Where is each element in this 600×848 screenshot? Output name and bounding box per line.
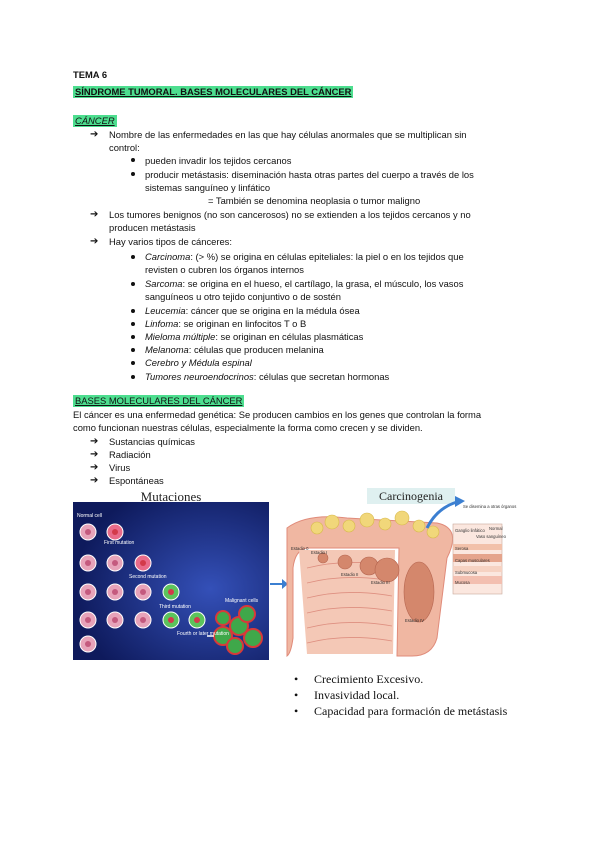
- label-e2: Estadio II: [341, 572, 359, 577]
- type-cerebro: Cerebro y Médula espinal: [145, 357, 252, 368]
- type-linfoma: Linfoma: se originan en linfocitos T o B: [145, 318, 307, 329]
- arrow-icon: ➔: [90, 209, 99, 220]
- feature-item: • Capacidad para formación de metástasis: [292, 703, 507, 719]
- label-e0: Estadio 0: [291, 546, 309, 551]
- label-serosa: Serosa: [455, 546, 469, 551]
- label-top: Se disemina a otras órganos: [463, 504, 517, 509]
- cancer-sub1: pueden invadir los tejidos cercanos: [145, 155, 292, 166]
- type-melanoma: Melanoma: células que producen melanina: [145, 344, 324, 355]
- cancer-sub2-line1: producir metástasis: diseminación hasta otras partes del cuerpo a través de los: [145, 169, 474, 180]
- arrow-icon: ➔: [90, 462, 99, 473]
- cancer-item2-line2: producen metástasis: [109, 222, 196, 233]
- arrow-icon: ➔: [90, 436, 99, 447]
- cancer-item2-line1: Los tumores benignos (no son cancerosos) no se extienden a los tejidos cercanos y no: [109, 209, 471, 220]
- bullet-icon: [131, 172, 135, 176]
- type-neuroendocrinos: Tumores neuroendocrinos: células que secretan hormonas: [145, 371, 390, 382]
- arrow-icon: ➔: [90, 236, 99, 247]
- bullet-icon: [131, 375, 135, 379]
- feature-item: • Invasividad local.: [292, 687, 507, 703]
- bullet-icon: [131, 158, 135, 162]
- carcinogenia-title: Carcinogenia: [379, 489, 443, 503]
- label-ganglio: Ganglio linfático: [455, 528, 485, 533]
- cause-item: Sustancias químicas: [109, 436, 195, 447]
- bases-paragraph-line2: como funcionan nuestras células, especialmente la forma como crecen y se dividen.: [73, 422, 423, 433]
- label-e1: Estadio I: [311, 550, 328, 555]
- arrow-icon: ➔: [90, 475, 99, 486]
- label-submucosa: Submucosa: [455, 570, 478, 575]
- bullet-icon: [131, 282, 135, 286]
- cause-item: Radiación: [109, 449, 151, 460]
- bullet-icon: [131, 309, 135, 313]
- cancer-item1-line2: control:: [109, 142, 140, 153]
- label-malignant: Malignant cells: [225, 598, 259, 604]
- cancer-sub2-line2: sistemas sanguíneo y linfático: [145, 182, 271, 193]
- label-e4: Estadio IV: [405, 618, 425, 623]
- label-normal: Normal: [489, 526, 503, 531]
- arrow-icon: ➔: [90, 129, 99, 140]
- type-mieloma: Mieloma múltiple: se originan en células plasmáticas: [145, 331, 364, 342]
- type-carcinoma-line2: revisten o cubren los órganos internos: [145, 264, 304, 275]
- mutaciones-title: Mutaciones: [140, 489, 202, 504]
- page-title: SÍNDROME TUMORAL. BASES MOLECULARES DEL CÁNCER: [75, 86, 352, 97]
- label-capas: Capas musculares: [455, 558, 490, 563]
- type-leucemia: Leucemia: cáncer que se origina en la médula ósea: [145, 305, 360, 316]
- cancer-heading: CÁNCER: [75, 115, 115, 126]
- cause-item: Virus: [109, 462, 131, 473]
- cancer-item3: Hay varios tipos de cánceres:: [109, 236, 232, 247]
- bullet-icon: [131, 322, 135, 326]
- cancer-note: = También se denomina neoplasia o tumor maligno: [208, 195, 421, 206]
- cause-item: Espontáneas: [109, 475, 164, 486]
- tema-label: TEMA 6: [73, 69, 108, 80]
- label-mucosa: Mucosa: [455, 580, 470, 585]
- carcinogenia-figure: [287, 488, 517, 660]
- arrow-right-icon: [270, 578, 288, 590]
- features-list: [292, 671, 507, 719]
- label-normal: Normal cell: [77, 513, 103, 519]
- feature-item: • Crecimiento Excesivo.: [292, 671, 507, 687]
- label-third: Third mutation: [159, 604, 191, 610]
- type-sarcoma: Sarcoma: se origina en el hueso, el cartílago, la grasa, el músculo, los vasos: [145, 278, 464, 289]
- bullet-icon: [131, 361, 135, 365]
- label-first: First mutation: [104, 540, 135, 546]
- cancer-item1-line1: Nombre de las enfermedades en las que hay células anormales que se multiplican sin: [109, 129, 467, 140]
- label-e3: Estadio III: [371, 580, 390, 585]
- arrow-icon: ➔: [90, 449, 99, 460]
- bullet-icon: [131, 348, 135, 352]
- label-vaso: Vaso sanguíneo: [476, 534, 506, 539]
- bases-heading: BASES MOLECULARES DEL CÁNCER: [75, 395, 243, 406]
- mutaciones-figure: [73, 488, 269, 660]
- bullet-icon: [131, 255, 135, 259]
- bullet-icon: [131, 335, 135, 339]
- bases-paragraph-line1: El cáncer es una enfermedad genética: Se producen cambios en los genes que controlan la forma: [73, 409, 482, 420]
- type-sarcoma-line2: sanguíneos u otro tejido conjuntivo o de sostén: [145, 291, 341, 302]
- label-fourth: Fourth or later mutation: [177, 631, 229, 637]
- type-carcinoma: Carcinoma: (> %) se origina en células epiteliales: la piel o en los tejidos que: [145, 251, 464, 262]
- label-second: Second mutation: [129, 574, 167, 580]
